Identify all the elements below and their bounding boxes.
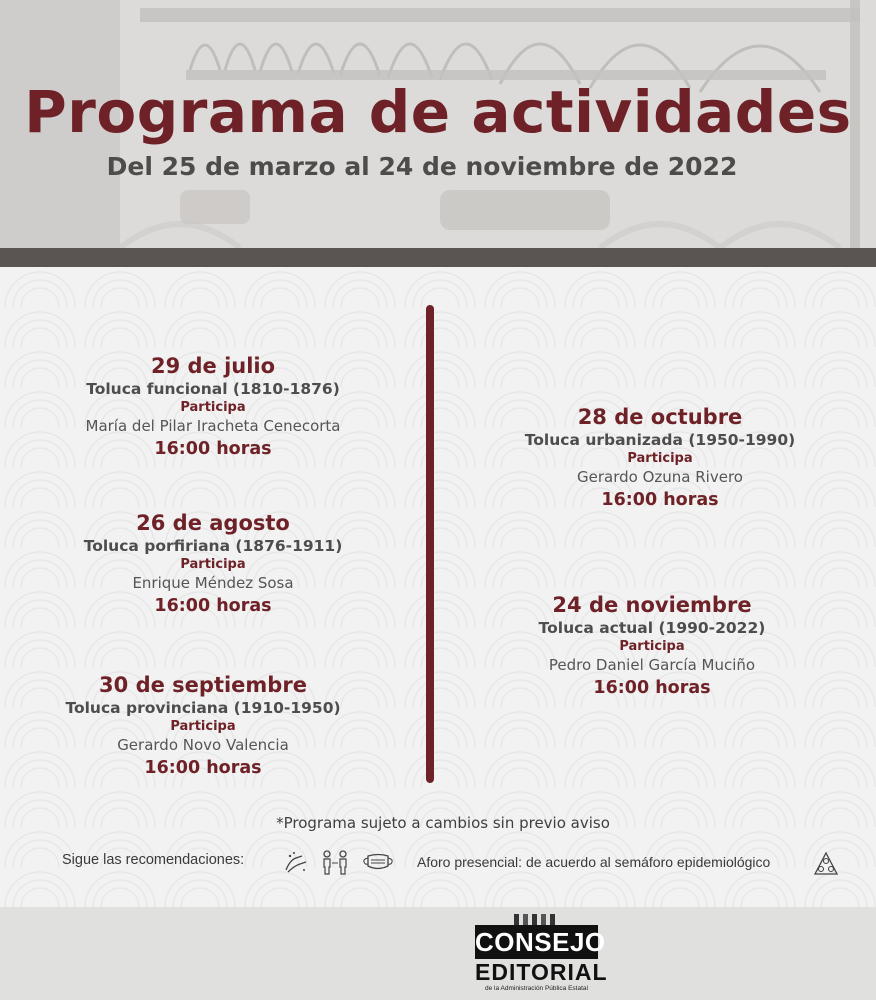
event-date: 30 de septiembre bbox=[99, 673, 307, 697]
recommendations-label: Sigue las recomendaciones: bbox=[62, 852, 245, 868]
event-date: 29 de julio bbox=[150, 354, 276, 378]
event-person: Pedro Daniel García Muciño bbox=[548, 656, 756, 674]
event-topic: Toluca porfiriana (1876-1911) bbox=[83, 537, 343, 555]
event-card-october bbox=[470, 404, 850, 513]
page-title: Programa de actividades bbox=[24, 78, 852, 146]
event-role: Participa bbox=[180, 557, 246, 572]
event-time: 16:00 horas bbox=[154, 596, 272, 616]
event-role: Participa bbox=[619, 639, 685, 654]
event-card-august bbox=[28, 510, 398, 619]
page-subtitle: Del 25 de marzo al 24 de noviembre de 2022 bbox=[106, 152, 738, 181]
event-time: 16:00 horas bbox=[144, 758, 262, 778]
traffic-light-icon bbox=[813, 851, 839, 877]
event-role: Participa bbox=[180, 400, 246, 415]
disclaimer-note: *Programa sujeto a cambios sin previo aviso bbox=[276, 814, 610, 832]
event-topic: Toluca urbanizada (1950-1990) bbox=[524, 431, 796, 449]
event-topic: Toluca funcional (1810-1876) bbox=[86, 380, 340, 398]
event-person: Gerardo Novo Valencia bbox=[117, 736, 289, 754]
event-card-july bbox=[28, 353, 398, 462]
event-card-september bbox=[18, 672, 388, 781]
event-date: 24 de noviembre bbox=[552, 593, 752, 617]
event-topic: Toluca actual (1990-2022) bbox=[538, 619, 766, 637]
event-time: 16:00 horas bbox=[601, 490, 719, 510]
aforo-note: Aforo presencial: de acuerdo al semáforo epidemiológico bbox=[417, 854, 771, 870]
logo-tagline: de la Administración Pública Estatal bbox=[485, 985, 588, 992]
event-date: 26 de agosto bbox=[136, 511, 290, 535]
event-role: Participa bbox=[627, 451, 693, 466]
social-distance-icon bbox=[320, 849, 350, 876]
footer bbox=[0, 907, 876, 1000]
logo-editorial: EDITORIAL bbox=[475, 959, 608, 985]
event-role: Participa bbox=[170, 719, 236, 734]
header-divider-band bbox=[0, 248, 876, 267]
event-time: 16:00 horas bbox=[154, 439, 272, 459]
event-topic: Toluca provinciana (1910-1950) bbox=[65, 699, 341, 717]
event-person: Gerardo Ozuna Rivero bbox=[577, 468, 743, 486]
event-card-november bbox=[462, 592, 842, 701]
header-banner bbox=[0, 0, 876, 248]
center-divider bbox=[426, 305, 434, 783]
event-person: Enrique Méndez Sosa bbox=[132, 574, 294, 592]
event-time: 16:00 horas bbox=[593, 678, 711, 698]
hand-wash-icon bbox=[282, 850, 310, 876]
face-mask-icon bbox=[362, 852, 394, 872]
event-date: 28 de octubre bbox=[577, 405, 743, 429]
event-person: María del Pilar Iracheta Cenecorta bbox=[85, 417, 341, 435]
logo-consejo: CONSEJO bbox=[475, 927, 606, 957]
